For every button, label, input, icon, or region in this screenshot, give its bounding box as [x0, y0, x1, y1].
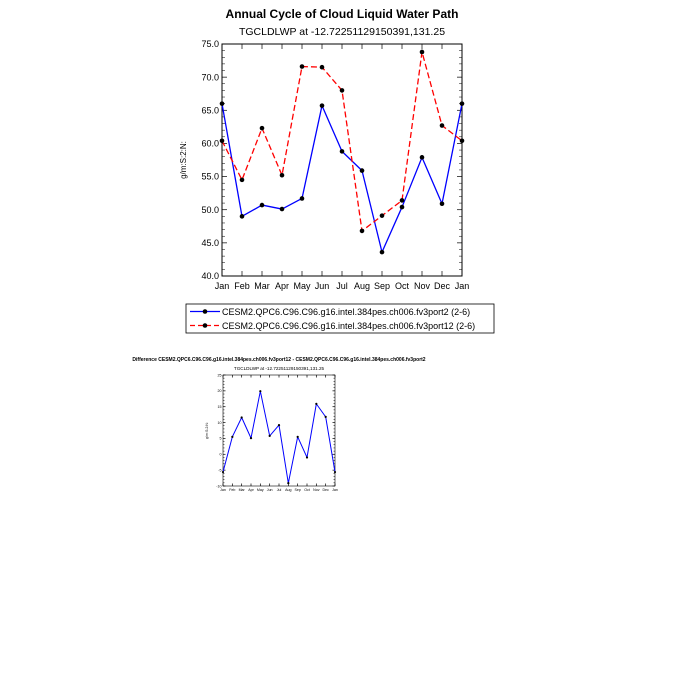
- legend-marker-1: [203, 309, 208, 314]
- data-point: [360, 168, 365, 173]
- y-tick-label: 45.0: [201, 238, 219, 249]
- y-tick-label: -10: [216, 484, 222, 489]
- data-point: [360, 229, 365, 234]
- data-point: [240, 178, 245, 183]
- plot-frame: [222, 44, 462, 276]
- x-tick-label: Dec: [322, 488, 329, 493]
- x-tick-label: Feb: [229, 488, 236, 493]
- data-point: [440, 123, 445, 128]
- x-tick-label: Feb: [234, 281, 250, 292]
- plot-frame: [223, 375, 335, 486]
- data-point: [220, 138, 225, 143]
- legend: [186, 304, 494, 333]
- x-tick-label: Jan: [214, 281, 230, 292]
- data-point: [287, 482, 289, 484]
- legend-label-1: CESM2.QPC6.C96.C96.g16.intel.384pes.ch006.fv3port2 (2-6): [222, 306, 471, 317]
- data-point: [278, 424, 280, 426]
- data-point: [250, 437, 252, 439]
- data-point: [320, 103, 325, 108]
- data-point: [400, 198, 405, 203]
- data-point: [325, 416, 327, 418]
- x-tick-label: Jun: [314, 281, 330, 292]
- y-tick-label: 0: [219, 452, 222, 457]
- y-tick-label: 40.0: [201, 271, 219, 282]
- y-tick-label: 55.0: [201, 171, 219, 182]
- y-tick-label: 60.0: [201, 138, 219, 149]
- data-point: [241, 416, 243, 418]
- chart-panel-1: [179, 7, 494, 333]
- x-tick-label: Mar: [238, 488, 245, 493]
- data-point: [260, 203, 265, 208]
- data-point: [269, 435, 271, 437]
- data-point: [259, 390, 261, 392]
- data-point: [460, 101, 465, 106]
- data-point: [400, 205, 405, 210]
- x-tick-label: Oct: [304, 488, 310, 493]
- data-point: [300, 196, 305, 201]
- chart-subtitle: TGCLDLWP at -12.72251129150391,131.25: [233, 366, 325, 371]
- data-point: [380, 250, 385, 255]
- y-tick-label: 15: [217, 404, 222, 409]
- x-tick-label: Jul: [336, 281, 348, 292]
- x-tick-label: Jul: [276, 488, 282, 493]
- x-tick-label: Mar: [254, 281, 270, 292]
- x-tick-label: Apr: [248, 488, 254, 493]
- data-point: [460, 138, 465, 143]
- y-tick-label: 25: [217, 373, 222, 378]
- data-point: [231, 436, 233, 438]
- data-point: [260, 126, 265, 131]
- x-tick-label: May: [293, 281, 311, 292]
- data-point: [440, 201, 445, 206]
- data-point: [300, 64, 305, 69]
- data-point: [315, 403, 317, 405]
- x-tick-label: Jan: [220, 488, 226, 493]
- x-tick-label: Apr: [274, 281, 290, 292]
- x-tick-label: Oct: [394, 281, 410, 292]
- y-tick-label: 50.0: [201, 204, 219, 215]
- data-point: [280, 207, 285, 212]
- data-point: [334, 471, 336, 473]
- data-point: [222, 471, 224, 473]
- series-line-2: [222, 52, 462, 231]
- data-point: [240, 214, 245, 219]
- data-point: [420, 155, 425, 160]
- chart-subtitle: TGCLDLWP at -12.72251129150391,131.25: [238, 26, 446, 38]
- y-axis-label: g/m:S:2:N:: [179, 141, 188, 179]
- data-point: [320, 65, 325, 70]
- legend-marker-2: [203, 323, 208, 328]
- x-tick-label: Jan: [454, 281, 470, 292]
- y-tick-label: 10: [217, 420, 222, 425]
- legend-label-2: CESM2.QPC6.C96.C96.g16.intel.384pes.ch006.fv3port12 (2-6): [222, 320, 476, 331]
- chart-panel-2: [132, 357, 425, 492]
- data-point: [380, 213, 385, 218]
- y-tick-label: 20: [217, 389, 222, 394]
- data-point: [340, 88, 345, 93]
- data-point: [280, 173, 285, 178]
- x-tick-label: Sep: [294, 488, 301, 493]
- y-axis-label: g/m:S:2:N:: [205, 422, 209, 439]
- x-tick-label: Jun: [266, 488, 273, 493]
- x-tick-label: Dec: [433, 281, 451, 292]
- chart-title: Annual Cycle of Cloud Liquid Water Path: [225, 7, 459, 21]
- x-tick-label: Nov: [313, 488, 320, 493]
- y-tick-label: 5: [219, 436, 222, 441]
- y-tick-label: -5: [218, 468, 222, 473]
- y-tick-label: 70.0: [201, 72, 219, 83]
- y-tick-label: 65.0: [201, 105, 219, 116]
- x-tick-label: Jan: [332, 488, 338, 493]
- x-tick-label: Aug: [285, 488, 292, 493]
- data-point: [220, 101, 225, 106]
- y-tick-label: 75.0: [201, 39, 219, 50]
- x-tick-label: Nov: [413, 281, 431, 292]
- chart-title: Difference CESM2.QPC6.C96.C96.g16.intel.384pes.ch006.fv3port12 - CESM2.QPC6.C96.C96.g16.intel.384pes.ch006.fv3port2: [132, 357, 426, 363]
- data-point: [340, 149, 345, 154]
- data-point: [297, 436, 299, 438]
- x-tick-label: Aug: [353, 281, 371, 292]
- x-tick-label: May: [256, 488, 264, 493]
- data-point: [306, 456, 308, 458]
- data-point: [420, 50, 425, 55]
- series-line-1: [222, 104, 462, 252]
- series-line-1: [223, 391, 335, 483]
- x-tick-label: Sep: [373, 281, 391, 292]
